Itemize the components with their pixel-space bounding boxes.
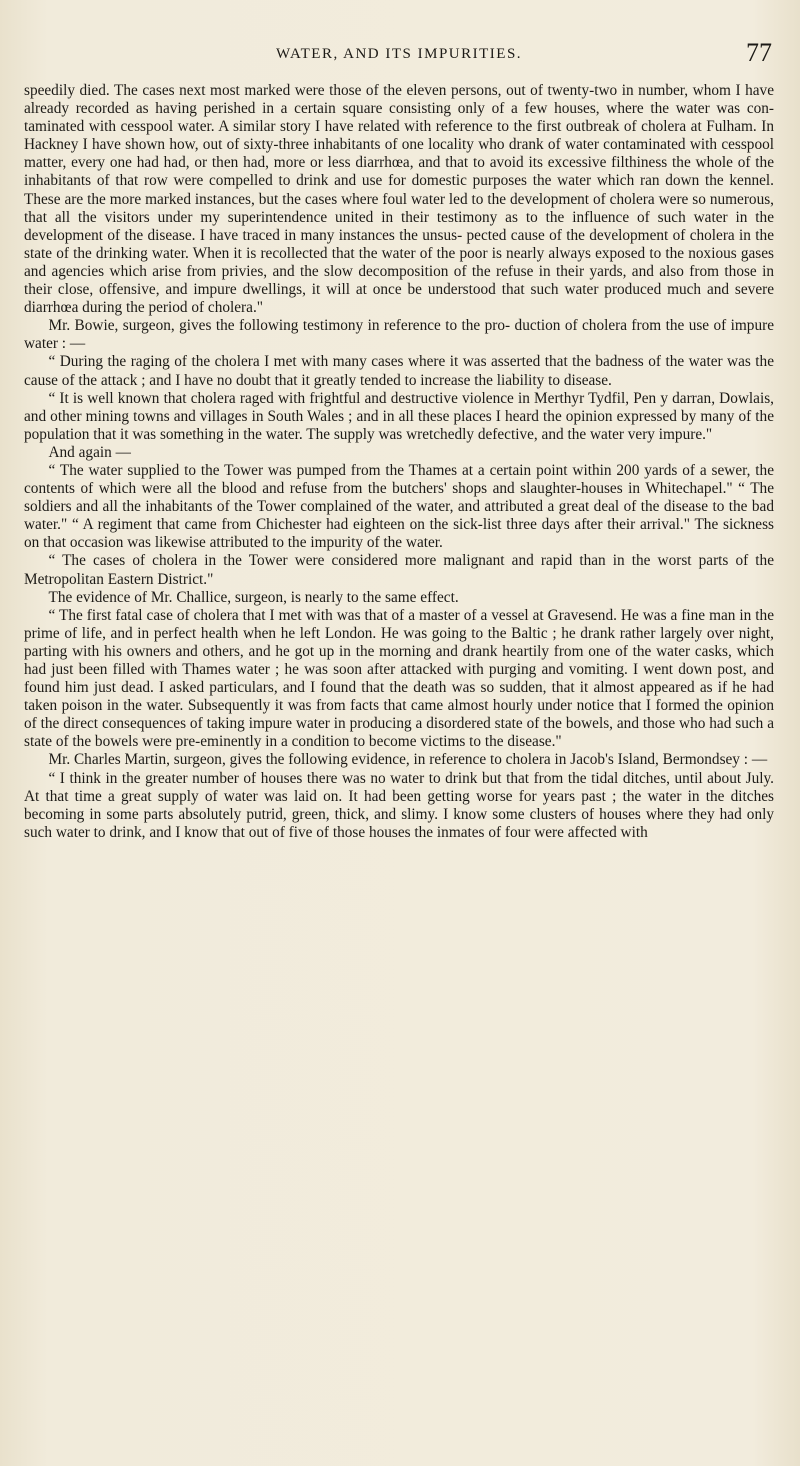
paragraph: The evidence of Mr. Challice, surgeon, is nearly to the same effect. — [48, 588, 459, 606]
paragraph: “ During the raging of the cholera I met with many cases where it was asserted that the badness of the water was the cause of the attack ; and I have no doubt that it greatly tended to increase the liability to disease. — [24, 353, 774, 389]
paragraph: “ The first fatal case of cholera that I met with was that of a master of a vessel at Gravesend. He was a fine man in the prime of life, and in perfect health when he left London. He was going to the Baltic ; he drank rather largely over night, parting with his owners and others, and he got up in the morning and drank heartily from one of the water casks, which had just been filled with Thames water ; he was soon after attacked with purging and vomiting. I went down post, and found him just dead. I asked particulars, and I found that the death was so sudden, that it almost appeared as if he had taken poison in the water. Subsequently it was from facts that came almost hourly under notice that I formed the opinion of the direct consequences of taking impure water in producing a disordered state of the bowels, and those who had such a state of the bowels were pre-eminently in a condition to become victims to the disease." — [24, 606, 774, 751]
paragraph: “ It is well known that cholera raged with frightful and destructive violence in Merthyr Tydfil, Pen y darran, Dowlais, and other mining towns and villages in South Wales ; and in all these places I heard the opinion expressed by many of the population that it was something in the water. The supply was wretchedly defective, and the water very impure." — [24, 389, 774, 443]
paragraph: “ I think in the greater number of houses there was no water to drink but that from the tidal ditches, until about July. At that time a great supply of water was laid on. It had been getting worse for years past ; the water in the ditches becoming in some parts absolutely putrid, green, thick, and slimy. I know some clusters of houses where they had only such water to drink, and I know that out of five of those houses the inmates of four were affected with — [24, 769, 774, 841]
page-header — [24, 38, 774, 82]
page-number: 77 — [746, 38, 772, 67]
body-text — [24, 82, 774, 842]
paragraph: Mr. Charles Martin, surgeon, gives the following evidence, in reference to cholera in Jacob's Island, Bermondsey : — — [48, 751, 768, 769]
running-title: WATER, AND ITS IMPURITIES. — [275, 46, 523, 62]
paragraph: And again — — [48, 443, 131, 461]
paragraph: “ The water supplied to the Tower was pumped from the Thames at a certain point within 200 yards of a sewer, the contents of which were all the blood and refuse from the butchers' shops and slaughter-houses in Whitechapel." “ The soldiers and all the inhabitants of the Tower complained of the water, and attributed a great deal of the disease to the bad water." “ A regiment that came from Chichester had eighteen on the sick-list three days after their arrival." The sickness on that occasion was likewise attributed to the impurity of the water. — [24, 461, 774, 552]
paragraph: speedily died. The cases next most marked were those of the eleven persons, out of twenty-two in number, whom I have already recorded as having perished in a certain square consisting only of a few houses, where the water was con- taminated with cesspool water. A similar story I have related with reference to the first outbreak of cholera at Fulham. In Hackney I have shown how, out of sixty-three inhabitants of one locality who drank of water contaminated with cesspool matter, every one had had, or then had, more or less diarrhœa, and that to avoid its excessive filthiness the whole of the inhabitants of that row were compelled to drink and use for domestic purposes the water which ran down the kennel. These are the more marked instances, but the cases where foul water led to the development of cholera were so numerous, that all the visitors under my superintendence united in their testimony as to the influence of such water in the development of the disease. I have traced in many instances the unsus- pected cause of the development of cholera in the state of the drinking water. When it is recollected that the water of the poor is nearly always exposed to the noxious gases and agencies which arise from privies, and the slow decomposition of the refuse in their yards, and also from those in their close, offensive, and impure dwellings, it will at once be understood that such water produced much and severe diarrhœa during the period of cholera." — [24, 82, 774, 317]
paragraph: “ The cases of cholera in the Tower were considered more malignant and rapid than in the worst parts of the Metropolitan Eastern District." — [24, 552, 774, 588]
paragraph: Mr. Bowie, surgeon, gives the following testimony in reference to the pro- duction of cholera from the use of impure water : — — [24, 317, 774, 353]
